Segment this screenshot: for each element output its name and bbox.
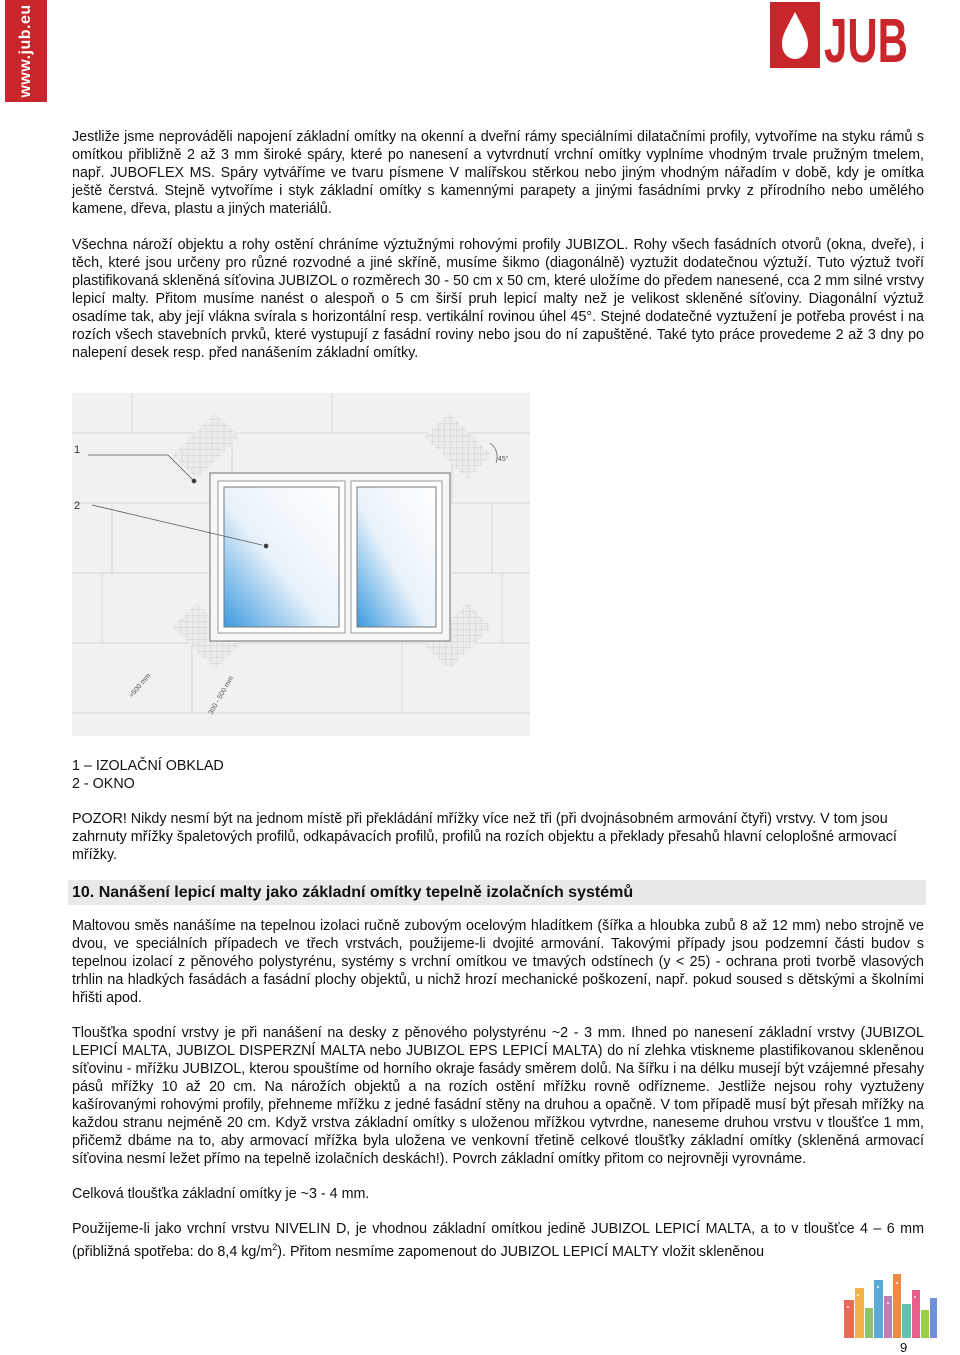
logo-text: JUB [824, 7, 908, 76]
dimension-500: ≈500 mm [128, 672, 153, 700]
paragraph-joints: Jestliže jsme neprováděli napojení základní omítky na okenní a dveřní rámy speciálními dilatačními profily, vytvoříme na styku rámů s omítkou přibližně 2 až 3 mm široké spáry, které po nanesení a vytvrdnutí vrchní omítky vyplníme vhodným trvale pružným tmelem, např. JUBOFLEX MS. Spáry vytváříme ve tvaru písmene V malířskou stěrkou nebo jiným vhodným nářadím v době, kdy je omítka ještě čerstvá. Stejně vytvoříme i styk základní omítky s kamennými parapety a jinými fasádními prvky z přírodního nebo umělého kamene, dřeva, plastu a jiných materiálů. [72, 129, 924, 217]
paragraph-nivelin [72, 1220, 924, 1261]
superscript-2: 2 [272, 1242, 278, 1252]
reinforcement-figure [72, 393, 530, 736]
warning-paragraph: POZOR! Nikdy nesmí být na jednom místě při překládání mřížky více než tři (při dvojnásobném armování čtyři) vrstvy. V tom jsou zahrnuty mřížky špaletových profilů, odkapávacích profilů, profilů na rozích objektu a překlady přesahů hlavní celoplošné armovací mřížky. [72, 811, 897, 863]
jub-logo [770, 2, 910, 76]
paragraph-corners: Všechna nároží objektu a rohy ostění chráníme výztužnými rohovými profily JUBIZOL. Rohy všech fasádních otvorů (okna, dveře), i těch, které jsou určeny pro různé rozvodné a jiné skříně, musíme šikmo (diagonálně) vyztužit dodatečnou výztuží. Tuto výztuž tvoří plastifikovaná skleněná síťovina JUBIZOL o rozměrech 30 - 50 cm x 50 cm, které uložíme do předem nanesené, cca 2 mm silné vrstvy lepicí malty. Přitom musíme nanést o alespoň o 5 cm širší pruh lepicí malty než je velikost skleněné síťoviny. Diagonální výztuž osadíme tak, aby její vlákna svírala s horizontální resp. vertikální rovinou úhel 45°. Stejné dodatečné vyztužení je potřeba provést i na rozích všech stavebních prvků, které vystupují z fasádní roviny nebo jsou do ní zapuštěné. Také tyto práce provedeme 2 až 3 dny po nalepení desek resp. před nanášením základní omítky. [72, 237, 924, 361]
paragraph-application: Maltovou směs nanášíme na tepelnou izolaci ručně zubovým ocelovým hladítkem (šířka a hloubka zubů 8 až 12 mm) nebo strojně ve dvou, ve speciálních případech ve třech vrstvách, použijeme-li dvojité armování. Takovými případy jsou podzemní části budov s tepelnou izolací z pěnového polystyrénu, systémy s vrchní omítkou ve tmavých odstínech (y < 25) - ochrana proti tvorbě vlasových trhlin na hladkých fasádách a fasádní plochy objektů, u nichž hrozí mechanické poškození, např. pokud soused s dětskými a školními hřišti apod. [72, 918, 924, 1006]
dimension-300-500: 300 - 500 mm [207, 675, 236, 716]
page-number: 9 [900, 1340, 908, 1355]
callout-2: 2 [74, 500, 81, 512]
legend-window: 2 - OKNO [72, 776, 135, 792]
angle-label: 45° [498, 456, 509, 463]
website-tab [5, 0, 47, 102]
website-url: www.jub.eu [17, 4, 34, 98]
callout-1: 1 [74, 444, 81, 456]
paragraph-total-thickness: Celková tloušťka základní omítky je ~3 - 4 mm. [72, 1186, 370, 1202]
paragraph-thickness: Tloušťka spodní vrstvy je při nanášení na desky z pěnového polystyrénu ~2 - 3 mm. Ihned po nanesení základní vrstvy (JUBIZOL LEPICÍ MALTA, JUBIZOL DISPERZNÍ MALTA nebo JUBIZOL EPS LEPICÍ MALTA) do ní zlehka vtiskneme plastifikovanou skleněnou síťovinu - mřížku JUBIZOL, kterou spouštíme od horního okraje fasády směrem dolů. Na šířku i na délku musejí být vzájemné přesahy pásů mřížky 10 až 20 cm. Na nárožích objektů a na rozích ostění mřížku rovně odřízneme. Jestliže nejsou rohy vyztuženy kašírovanými rohovými profily, přehneme mřížku z jedné fasádní stěny na druhou a opačně. V tom případě musí být přesah mřížky na každou stranu nejméně 20 cm. Když vrstva základní omítky s uloženou mřížkou vytvrdne, naneseme druhou vrstvu v tloušťce 1 mm, přičemž dbáme na to, aby armovací mřížka byla uložena ve venkovní třetině celkové tloušťky základní omítky (skleněná armovací síťovina nesmí ležet přímo na tepelně izolačních deskách!). Povrch základní omítky přitom co nejrovněji vyrovnáme. [72, 1025, 924, 1167]
legend-insulation: 1 – IZOLAČNÍ OBKLAD [72, 758, 224, 774]
nivelin-text-b: ). Přitom nesmíme zapomenout do JUBIZOL LEPICÍ MALTY vložit skleněnou [277, 1243, 765, 1260]
section-heading: 10. Nanášení lepicí malty jako základní omítky tepelně izolačních systémů [68, 880, 926, 905]
city-skyline-graphic [842, 1270, 938, 1338]
window [210, 473, 450, 641]
nivelin-text-a: Použijeme-li jako vrchní vrstvu NIVELIN D, je vhodnou základní omítkou jedině JUBIZOL LEPICÍ MALTA, a to v tloušťce 4 – 6 mm (přibližná spotřeba: do 8,4 kg/m [72, 1221, 924, 1260]
